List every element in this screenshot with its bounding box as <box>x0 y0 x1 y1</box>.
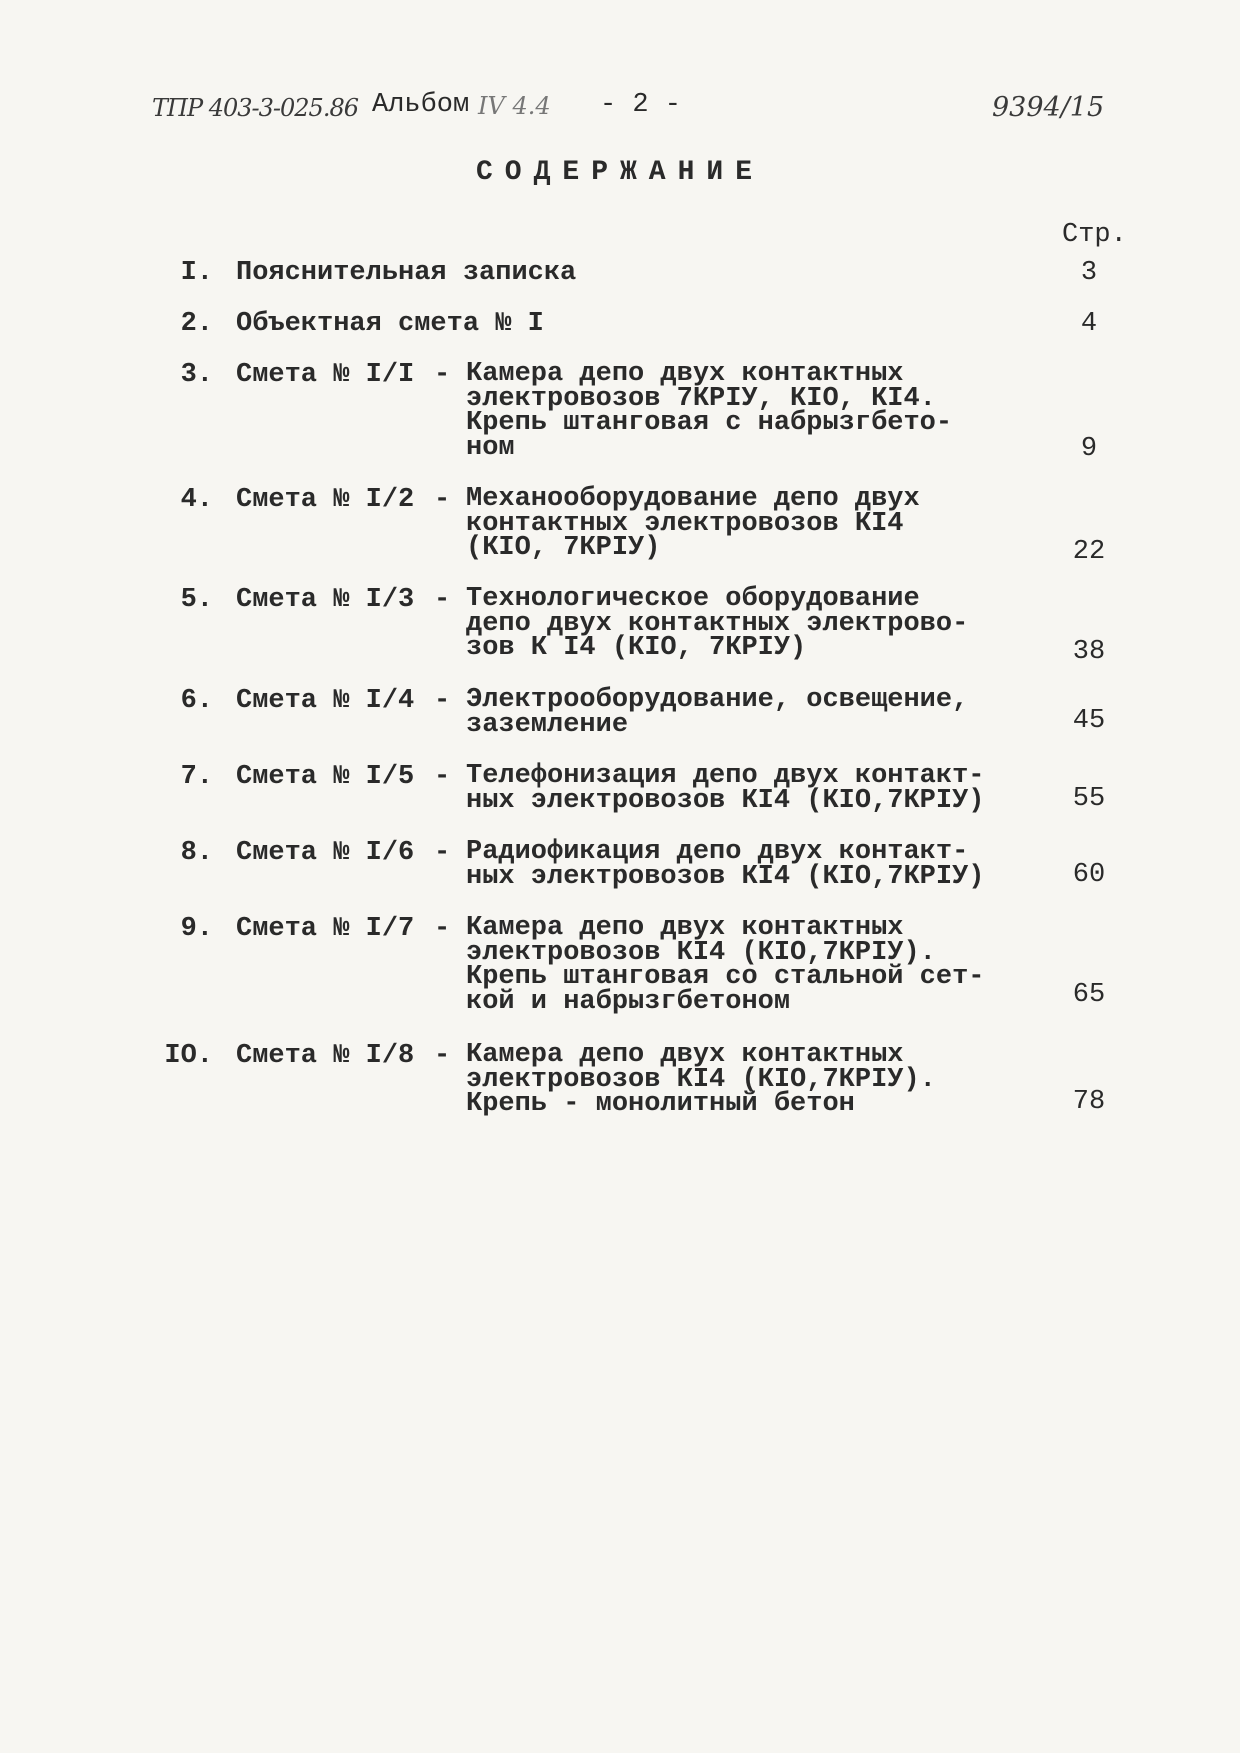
entry-number: 4. <box>180 485 213 515</box>
entry-title: Смета № I/4 <box>236 686 415 716</box>
entry-dash: - <box>434 914 451 944</box>
entry-dash: - <box>434 585 451 615</box>
entry-description: Технологическое оборудование депо двух контактных электрово- зов К I4 (КIO, 7КРIУ) <box>466 584 969 663</box>
entry-title: Смета № I/6 <box>236 838 415 868</box>
entry-page: 3 <box>1080 258 1098 288</box>
entry-page: 65 <box>1072 980 1106 1010</box>
entry-number: 6. <box>180 686 213 716</box>
album-number: IV 4.4 <box>478 92 551 120</box>
entry-description: Камера депо двух контактных электровозов КI4 (КIO,7КРIУ). Крепь штанговая со стальной сет- кой и набрызгбетоном <box>466 913 985 1017</box>
entry-title: Смета № I/3 <box>236 585 415 615</box>
entry-title: Смета № I/7 <box>236 914 415 944</box>
entry-dash: - <box>434 762 451 792</box>
entry-dash: - <box>434 360 451 390</box>
entry-page: 45 <box>1072 706 1106 736</box>
entry-page: 4 <box>1080 309 1098 339</box>
entry-page: 9 <box>1080 434 1098 464</box>
entry-title: Смета № I/I <box>236 360 415 390</box>
entry-number: I. <box>180 258 213 288</box>
entry-dash: - <box>434 686 451 716</box>
entry-title: Смета № I/8 <box>236 1041 415 1071</box>
entry-title: Смета № I/2 <box>236 485 415 515</box>
entry-title: Объектная смета № I <box>236 309 544 339</box>
page-title: СОДЕРЖАНИЕ <box>475 157 765 188</box>
entry-title: Смета № I/5 <box>236 762 415 792</box>
entry-page: 55 <box>1072 784 1106 814</box>
entry-page: 22 <box>1072 537 1106 567</box>
entry-dash: - <box>434 838 451 868</box>
document-number: 9394/15 <box>992 92 1105 123</box>
entry-dash: - <box>434 485 451 515</box>
entry-description: Камера депо двух контактных электровозов КI4 (КIO,7КРIУ). Крепь - монолитный бетон <box>466 1040 936 1119</box>
entry-number: 9. <box>180 914 213 944</box>
entry-page: 78 <box>1072 1087 1106 1117</box>
album-label: Альбом <box>372 90 470 120</box>
entry-dash: - <box>434 1041 451 1071</box>
pages-column-header: Стр. <box>1062 220 1127 250</box>
entry-page: 38 <box>1072 637 1106 667</box>
entry-description: Камера депо двух контактных электровозов 7КРIУ, КIO, КI4. Крепь штанговая с набрызгбето- ном <box>466 359 953 463</box>
page-number: - 2 - <box>600 90 682 120</box>
entry-number: 7. <box>180 762 213 792</box>
entry-description: Электрооборудование, освещение, заземление <box>466 685 969 740</box>
entry-description: Радиофикация депо двух контакт- ных электровозов КI4 (КIO,7КРIУ) <box>466 837 985 892</box>
entry-number: 5. <box>180 585 213 615</box>
entry-number: 2. <box>180 309 213 339</box>
entry-title: Пояснительная записка <box>236 258 577 288</box>
project-designation: ТПР 403-3-025.86 <box>152 94 358 122</box>
entry-number: 8. <box>180 838 213 868</box>
entry-description: Механооборудование депо двух контактных электровозов КI4 (КIO, 7КРIУ) <box>466 484 920 563</box>
entry-number: IO. <box>164 1041 213 1071</box>
entry-description: Телефонизация депо двух контакт- ных электровозов КI4 (КIO,7КРIУ) <box>466 761 985 816</box>
entry-page: 60 <box>1072 860 1106 890</box>
entry-number: 3. <box>180 360 213 390</box>
